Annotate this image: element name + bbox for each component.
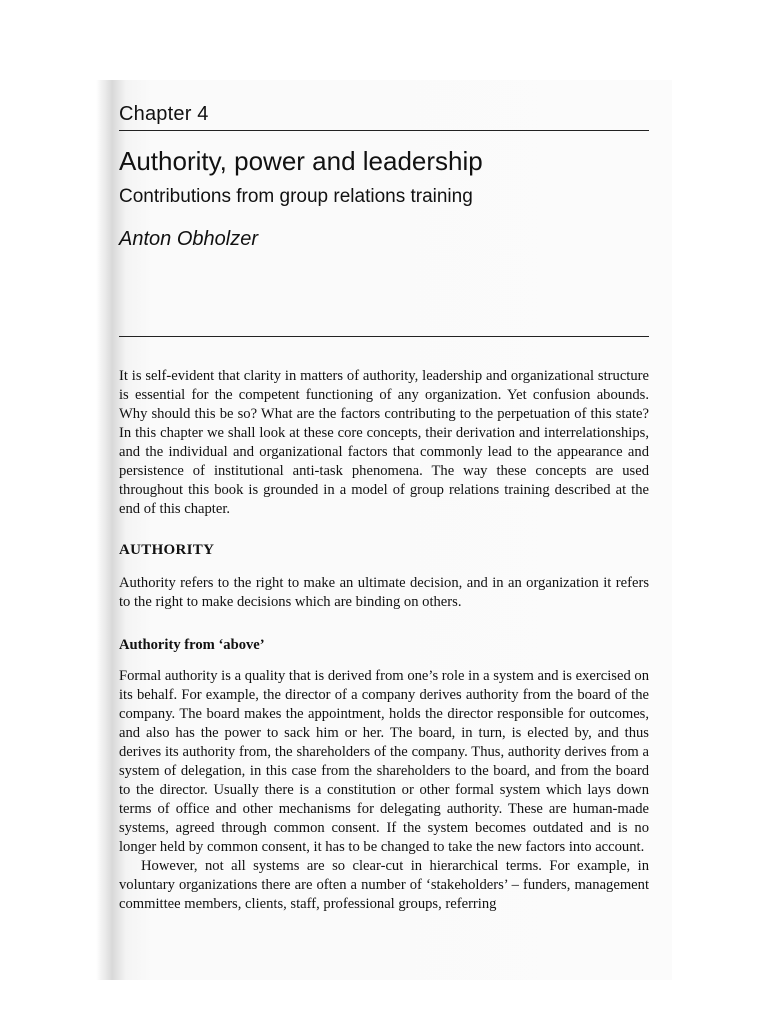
- subsection-heading-authority-from-above: Authority from ‘above’: [119, 637, 265, 653]
- header-bottom-rule: [119, 336, 649, 337]
- authority-paragraph: Authority refers to the right to make an ultimate decision, and in an organization it refers to the right to make decisions which are binding on others.: [119, 575, 649, 610]
- chapter-body: [119, 367, 649, 914]
- section-heading-authority: AUTHORITY: [119, 542, 215, 558]
- chapter-title: Authority, power and leadership: [119, 146, 483, 176]
- chapter-subtitle: Contributions from group relations training: [119, 186, 473, 207]
- chapter-label: Chapter 4: [119, 103, 209, 125]
- intro-paragraph: It is self-evident that clarity in matters of authority, leadership and organizational structure is essential for the competent functioning of any organization. Yet confusion abounds. Why should this be so? What are the factors contributing to the perpetuation of this state? In this chapter we shall look at these core concepts, their derivation and interrelationships, and the individual and organizational factors that commonly lead to the appearance and persistence of institutional anti-task phenomena. The way these concepts are used throughout this book is grounded in a model of group relations training described at the end of this chapter.: [119, 368, 649, 517]
- authority-from-above-paragraph-1: Formal authority is a quality that is derived from one’s role in a system and is exercised on its behalf. For example, the director of a company derives authority from the board of the company. The board makes the appointment, holds the director responsible for outcomes, and also has the power to sack him or her. The board, in turn, is elected by, and thus derives its authority from, the shareholders of the company. Thus, authority derives from a system of delegation, in this case from the shareholders to the board, and from the board to the director. Usually there is a constitution or other formal system which lays down terms of office and other mechanisms for delegating authority. These are human-made systems, agreed through common consent. If the system becomes outdated and is no longer held by common consent, it has to be changed to take the new factors into account.: [119, 668, 649, 855]
- chapter-author: Anton Obholzer: [119, 228, 258, 250]
- header-rule: [119, 130, 649, 131]
- authority-from-above-paragraph-2: However, not all systems are so clear-cut in hierarchical terms. For example, in voluntary organizations there are often a number of ‘stakeholders’ – funders, management committee members, clients, staff, professional groups, referring: [119, 858, 649, 912]
